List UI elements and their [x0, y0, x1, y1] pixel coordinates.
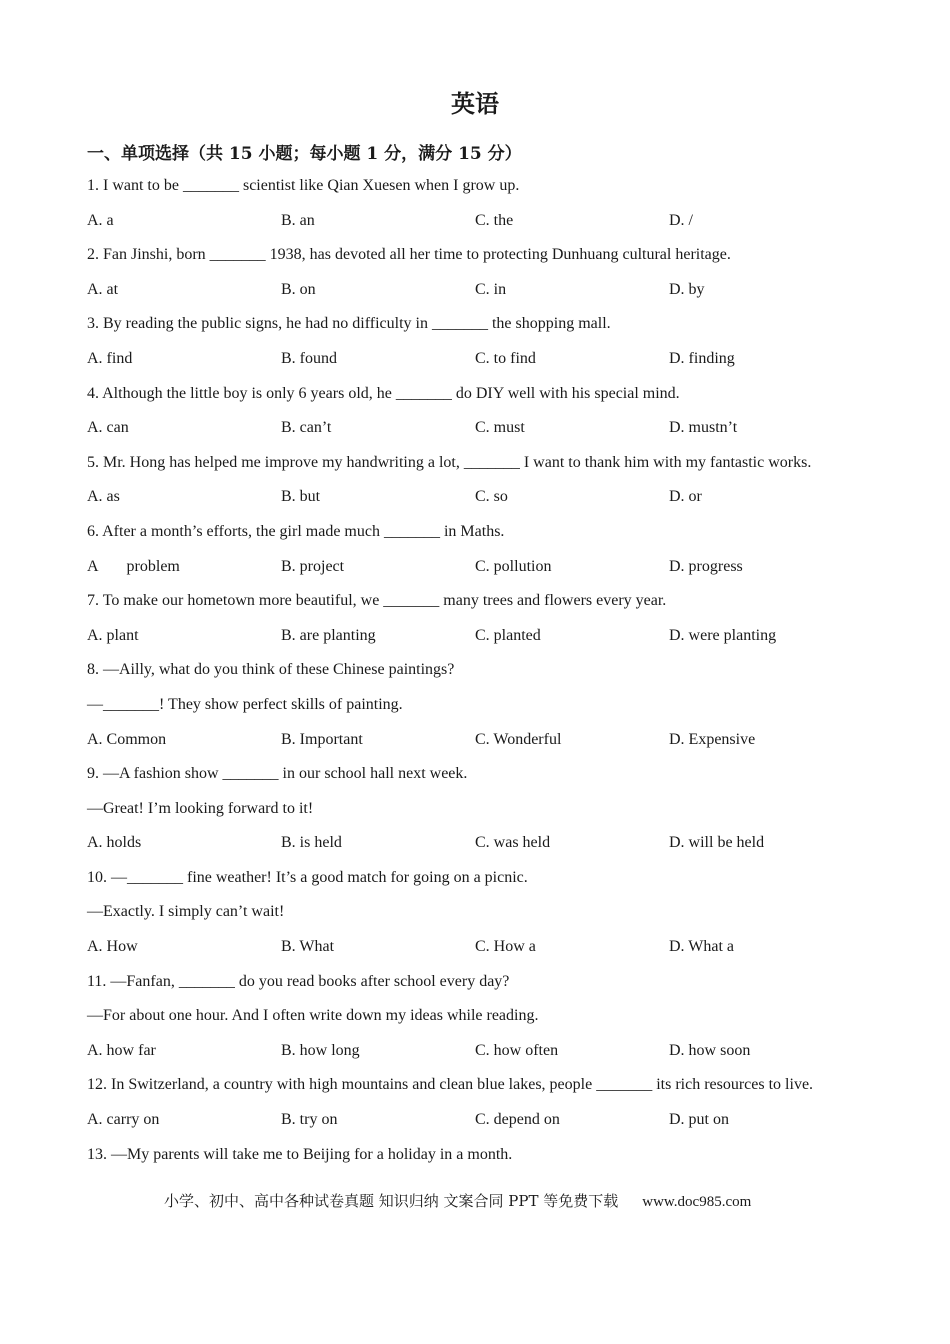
answer-option: A. how far	[87, 1041, 156, 1059]
answer-option: A. carry on	[87, 1111, 160, 1129]
answer-option: C. was held	[475, 834, 551, 852]
option-row	[87, 831, 867, 866]
question-text: 5. Mr. Hong has helped me improve my handwriting a lot, _______ I want to thank him with my fantastic works.	[87, 453, 812, 471]
section-heading: 一、单项选择（共 15 小题；每小题 1 分，满分 15 分）	[87, 144, 522, 164]
question-text: 7. To make our hometown more beautiful, we _______ many trees and flowers every year.	[87, 592, 667, 610]
answer-option: A. find	[87, 349, 133, 367]
answer-option: B. is held	[281, 834, 342, 852]
answer-option: B. try on	[281, 1111, 338, 1129]
question-text: 11. —Fanfan, _______ do you read books after school every day?	[87, 972, 510, 990]
question-text: 3. By reading the public signs, he had no difficulty in _______ the shopping mall.	[87, 315, 611, 333]
answer-option: B. how long	[281, 1041, 360, 1059]
answer-option: C. depend on	[475, 1111, 560, 1129]
question-text: —_______! They show perfect skills of painting.	[87, 695, 403, 713]
answer-option: D. will be held	[669, 834, 765, 852]
answer-option: A. at	[87, 280, 119, 298]
question-text: 1. I want to be _______ scientist like Qian Xuesen when I grow up.	[87, 177, 520, 194]
question-text: —Great! I’m looking forward to it!	[87, 799, 314, 817]
question-text: 13. —My parents will take me to Beijing for a holiday in a month.	[87, 1145, 513, 1163]
question-text: 2. Fan Jinshi, born _______ 1938, has devoted all her time to protecting Dunhuang cultural heritage.	[87, 246, 731, 264]
answer-option: A. How	[87, 938, 138, 956]
option-row	[87, 728, 867, 763]
answer-option: B. are planting	[281, 626, 376, 644]
answer-option: B. Important	[281, 730, 363, 748]
answer-option: D. Expensive	[669, 730, 756, 748]
option-row	[87, 935, 867, 970]
answer-option: C. so	[475, 488, 508, 506]
answer-option: D. put on	[669, 1111, 729, 1129]
answer-option: A. can	[87, 419, 129, 437]
question-text: 8. —Ailly, what do you think of these Chinese paintings?	[87, 661, 455, 679]
answer-option: D. how soon	[669, 1041, 751, 1059]
answer-option: C. to find	[475, 349, 536, 367]
option-row	[87, 1039, 867, 1074]
answer-option: A. as	[87, 488, 120, 506]
answer-option: D. /	[669, 211, 693, 229]
answer-option: B. but	[281, 488, 321, 506]
answer-option: D. What a	[669, 938, 735, 956]
question-text: —Exactly. I simply can’t wait!	[87, 903, 285, 921]
option-row	[87, 555, 867, 590]
answer-option: C. How a	[475, 938, 536, 956]
answer-option: C. pollution	[475, 557, 552, 575]
answer-option: D. were planting	[669, 626, 777, 644]
question-text: 12. In Switzerland, a country with high mountains and clean blue lakes, people _______ its rich resources to live.	[87, 1076, 814, 1094]
question-text: 4. Although the little boy is only 6 years old, he _______ do DIY well with his special mind.	[87, 384, 680, 402]
answer-option: B. an	[281, 211, 315, 229]
answer-option: B. can’t	[281, 419, 332, 437]
answer-option: C. in	[475, 280, 507, 298]
question-text: 10. —_______ fine weather! It’s a good match for going on a picnic.	[87, 868, 528, 886]
option-row	[87, 347, 867, 382]
footer-text: 小学、初中、高中各种试卷真题 知识归纳 文案合同 PPT 等免费下载	[164, 1192, 619, 1210]
answer-option: B. What	[281, 938, 335, 956]
question-text: 6. After a month’s efforts, the girl made much _______ in Maths.	[87, 522, 505, 540]
question-text: —For about one hour. And I often write down my ideas while reading.	[87, 1007, 539, 1025]
answer-option: B. found	[281, 349, 337, 367]
option-row	[87, 209, 867, 244]
answer-option: C. must	[475, 419, 525, 437]
option-row	[87, 416, 867, 451]
answer-option: D. or	[669, 488, 702, 506]
answer-option: A. holds	[87, 834, 142, 852]
answer-option: A. a	[87, 211, 114, 229]
footer	[164, 1190, 751, 1211]
answer-option: D. by	[669, 280, 705, 298]
option-row	[87, 278, 867, 313]
answer-option: B. project	[281, 557, 345, 575]
question-text: 9. —A fashion show _______ in our school hall next week.	[87, 765, 468, 783]
answer-option: A. plant	[87, 626, 139, 644]
answer-option: A problem	[87, 557, 180, 575]
answer-option: C. the	[475, 211, 514, 229]
answer-option: D. finding	[669, 349, 735, 367]
page-title: 英语	[451, 89, 499, 118]
answer-option: C. Wonderful	[475, 730, 562, 748]
footer-site[interactable]: www.doc985.com	[642, 1194, 752, 1210]
answer-option: C. how often	[475, 1041, 559, 1059]
answer-option: C. planted	[475, 626, 541, 644]
answer-option: D. mustn’t	[669, 419, 738, 437]
option-row	[87, 485, 867, 520]
question-list	[87, 174, 867, 1177]
answer-option: A. Common	[87, 730, 167, 748]
answer-option: D. progress	[669, 557, 743, 575]
option-row	[87, 1108, 867, 1143]
answer-option: B. on	[281, 280, 316, 298]
option-row	[87, 624, 867, 659]
